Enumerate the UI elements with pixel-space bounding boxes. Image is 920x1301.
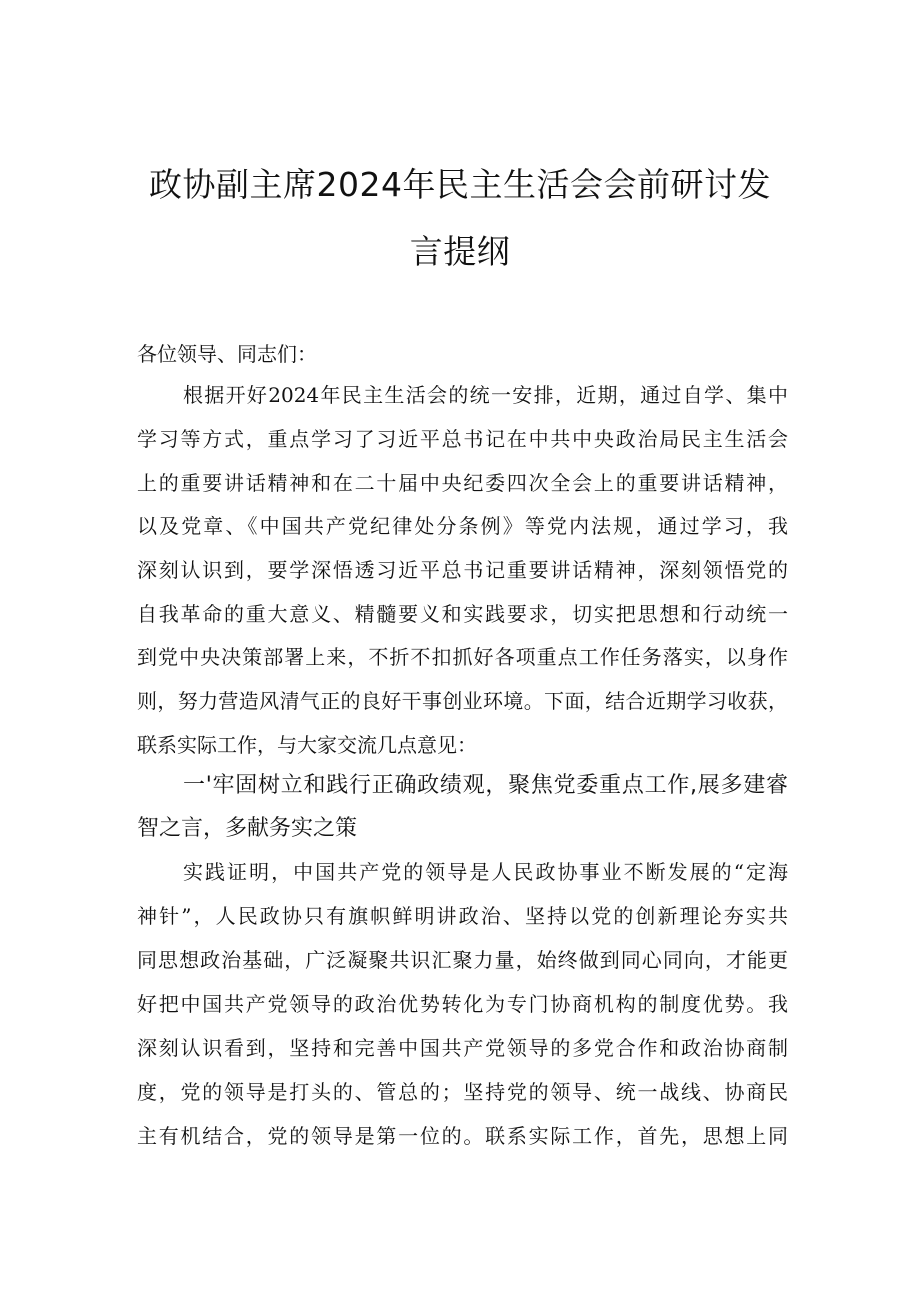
intro-line: 到党中央决策部署上来，不折不扣抓好各项重点工作任务落实，以身作 [137, 645, 788, 669]
intro-line: 深刻认识到，要学深悟透习近平总书记重要讲话精神，深刻领悟党的 [137, 558, 788, 582]
body-line: 好把中国共产党领导的政治优势转化为专门协商机构的制度优势。我 [137, 992, 788, 1016]
section-heading-line: 一'牢固树立和践行正确政绩观，聚焦党委重点工作,展多建睿 [183, 773, 788, 798]
body-line: 同思想政治基础，广泛凝聚共识汇聚力量，始终做到同心同向，才能更 [137, 948, 788, 972]
salutation: 各位领导、同志们： [137, 342, 317, 366]
intro-line: 以及党章、《中国共产党纪律处分条例》等党内法规，通过学习，我 [137, 514, 788, 538]
body-line: 神针”，人民政协只有旗帜鲜明讲政治、坚持以党的创新理论夯实共 [137, 904, 788, 928]
body-line: 实践证明，中国共产党的领导是人民政协事业不断发展的“定海 [183, 860, 788, 884]
body-line: 深刻认识看到，坚持和完善中国共产党领导的多党合作和政治协商制 [137, 1036, 788, 1060]
intro-line: 根据开好2024年民主生活会的统一安排，近期，通过自学、集中 [183, 383, 788, 407]
document-title-line-2: 言提纲 [409, 232, 511, 271]
section-heading-line: 智之言，多献务实之策 [137, 816, 358, 841]
document-title-line-1: 政协副主席2024年民主生活会会前研讨发 [149, 165, 771, 204]
intro-line: 上的重要讲话精神和在二十届中央纪委四次全会上的重要讲话精神， [137, 471, 788, 495]
body-line: 主有机结合，党的领导是第一位的。联系实际工作，首先，思想上同 [137, 1124, 788, 1148]
intro-line: 学习等方式，重点学习了习近平总书记在中共中央政治局民主生活会 [137, 427, 788, 451]
intro-line: 自我革命的重大意义、精髓要义和实践要求，切实把思想和行动统一 [137, 602, 788, 626]
intro-line: 则，努力营造风清气正的良好干事创业环境。下面，结合近期学习收获， [137, 689, 788, 713]
body-line: 度，党的领导是打头的、管总的；坚持党的领导、统一战线、协商民 [137, 1080, 788, 1104]
intro-line: 联系实际工作，与大家交流几点意见： [137, 733, 477, 757]
